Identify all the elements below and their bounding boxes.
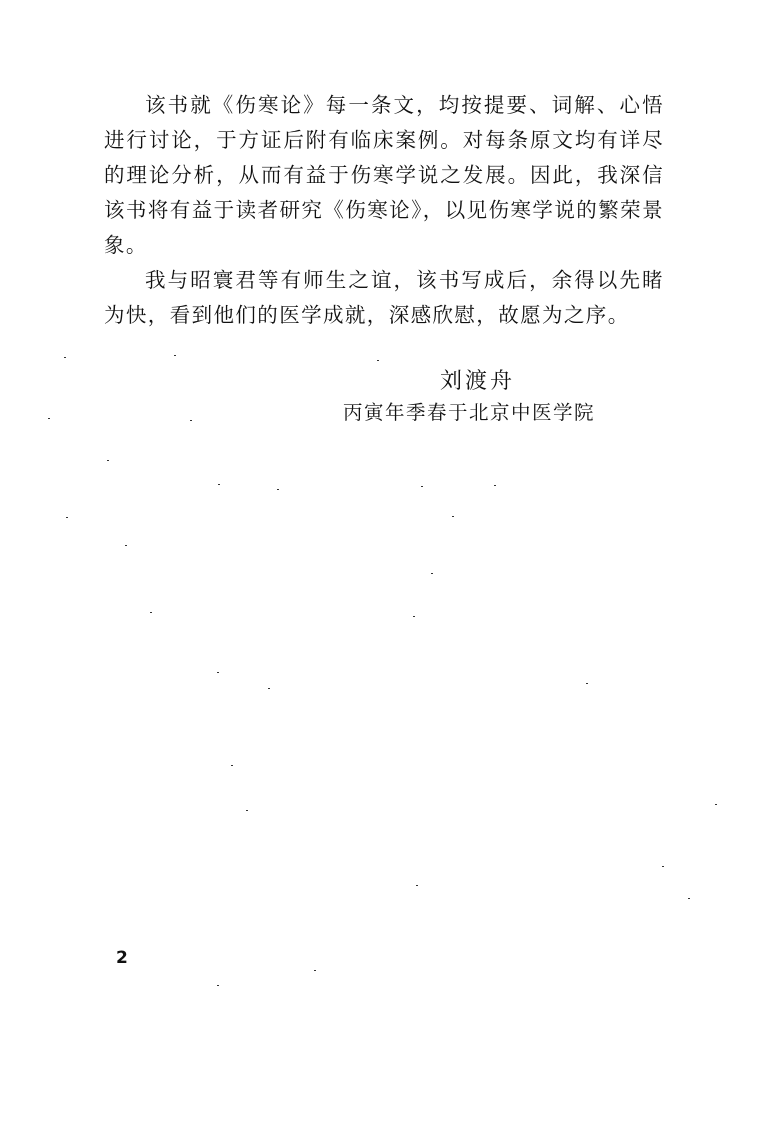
- scan-speck: [217, 672, 219, 673]
- place-and-date: 丙寅年季春于北京中医学院: [343, 401, 596, 424]
- scan-speck: [421, 486, 423, 487]
- scan-speck: [416, 885, 418, 886]
- scan-speck: [150, 612, 152, 613]
- scan-speck: [66, 517, 68, 518]
- scan-speck: [662, 866, 664, 867]
- scan-speck: [268, 688, 270, 689]
- author-name: 刘渡舟: [440, 369, 516, 394]
- preface-body: [104, 88, 664, 333]
- preface-paragraph: 我与昭寰君等有师生之谊，该书写成后，余得以先睹为快，看到他们的医学成就，深感欣慰，故愿为之序。: [104, 268, 664, 327]
- scan-speck: [586, 683, 588, 684]
- scan-speck: [231, 765, 233, 766]
- scan-speck: [413, 616, 415, 617]
- scan-speck: [314, 970, 316, 971]
- scan-speck: [688, 898, 690, 899]
- scan-speck: [48, 418, 50, 419]
- page-number: 2: [116, 948, 128, 968]
- scan-speck: [174, 355, 176, 356]
- scan-speck: [218, 484, 220, 485]
- scan-speck: [107, 460, 109, 461]
- scan-speck: [246, 810, 248, 811]
- scan-speck: [494, 485, 496, 486]
- scan-speck: [452, 516, 454, 517]
- scan-speck: [125, 545, 127, 546]
- scan-speck: [217, 985, 219, 986]
- preface-paragraph: 该书就《伤寒论》每一条文，均按提要、词解、心悟进行讨论，于方证后附有临床案例。对每条原文均有详尽的理论分析，从而有益于伤寒学说之发展。因此，我深信该书将有益于读者研究《伤寒论》，以见伤寒学说的繁荣景象。: [104, 93, 664, 257]
- scan-speck: [377, 360, 379, 361]
- scan-speck: [277, 489, 279, 490]
- scan-speck: [431, 573, 433, 574]
- scan-speck: [715, 804, 717, 805]
- scan-speck: [190, 420, 192, 421]
- scan-speck: [64, 357, 66, 358]
